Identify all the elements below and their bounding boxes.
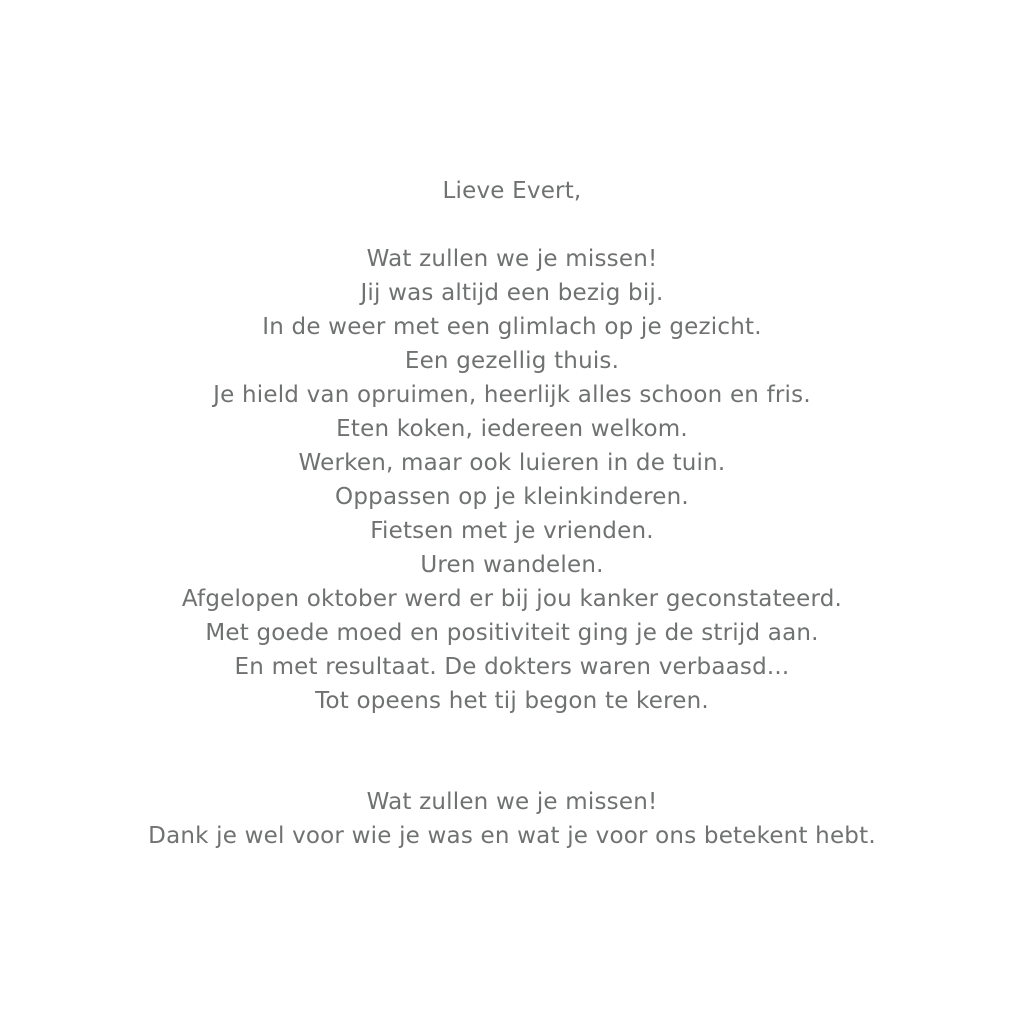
- poem-line: Een gezellig thuis.: [404, 348, 620, 374]
- poem-line: Oppassen op je kleinkinderen.: [335, 484, 689, 510]
- poem-line: En met resultaat. De dokters waren verbaasd...: [234, 654, 790, 680]
- closing-line: Wat zullen we je missen!: [366, 789, 658, 815]
- greeting: [0, 174, 1024, 208]
- poem-line: Eten koken, iedereen welkom.: [336, 416, 688, 442]
- poem-line: Tot opeens het tij begon te keren.: [315, 688, 709, 714]
- closing-line: Dank je wel voor wie je was en wat je voor ons betekent hebt.: [148, 823, 876, 849]
- poem-line: Werken, maar ook luieren in de tuin.: [298, 450, 726, 476]
- closing-stanza: [0, 785, 1024, 853]
- poem-line: Fietsen met je vrienden.: [370, 518, 654, 544]
- poem-line: Wat zullen we je missen!: [366, 246, 658, 272]
- poem-line: Afgelopen oktober werd er bij jou kanker geconstateerd.: [181, 586, 843, 612]
- poem-body: [0, 242, 1024, 718]
- poem-line: Je hield van opruimen, heerlijk alles schoon en fris.: [213, 382, 811, 408]
- poem-line: Uren wandelen.: [420, 552, 604, 578]
- poem-line: In de weer met een glimlach op je gezicht.: [262, 314, 762, 340]
- greeting-line: Lieve Evert,: [442, 178, 582, 204]
- poem-line: Met goede moed en positiviteit ging je de strijd aan.: [205, 620, 819, 646]
- poem-line: Jij was altijd een bezig bij.: [360, 280, 664, 306]
